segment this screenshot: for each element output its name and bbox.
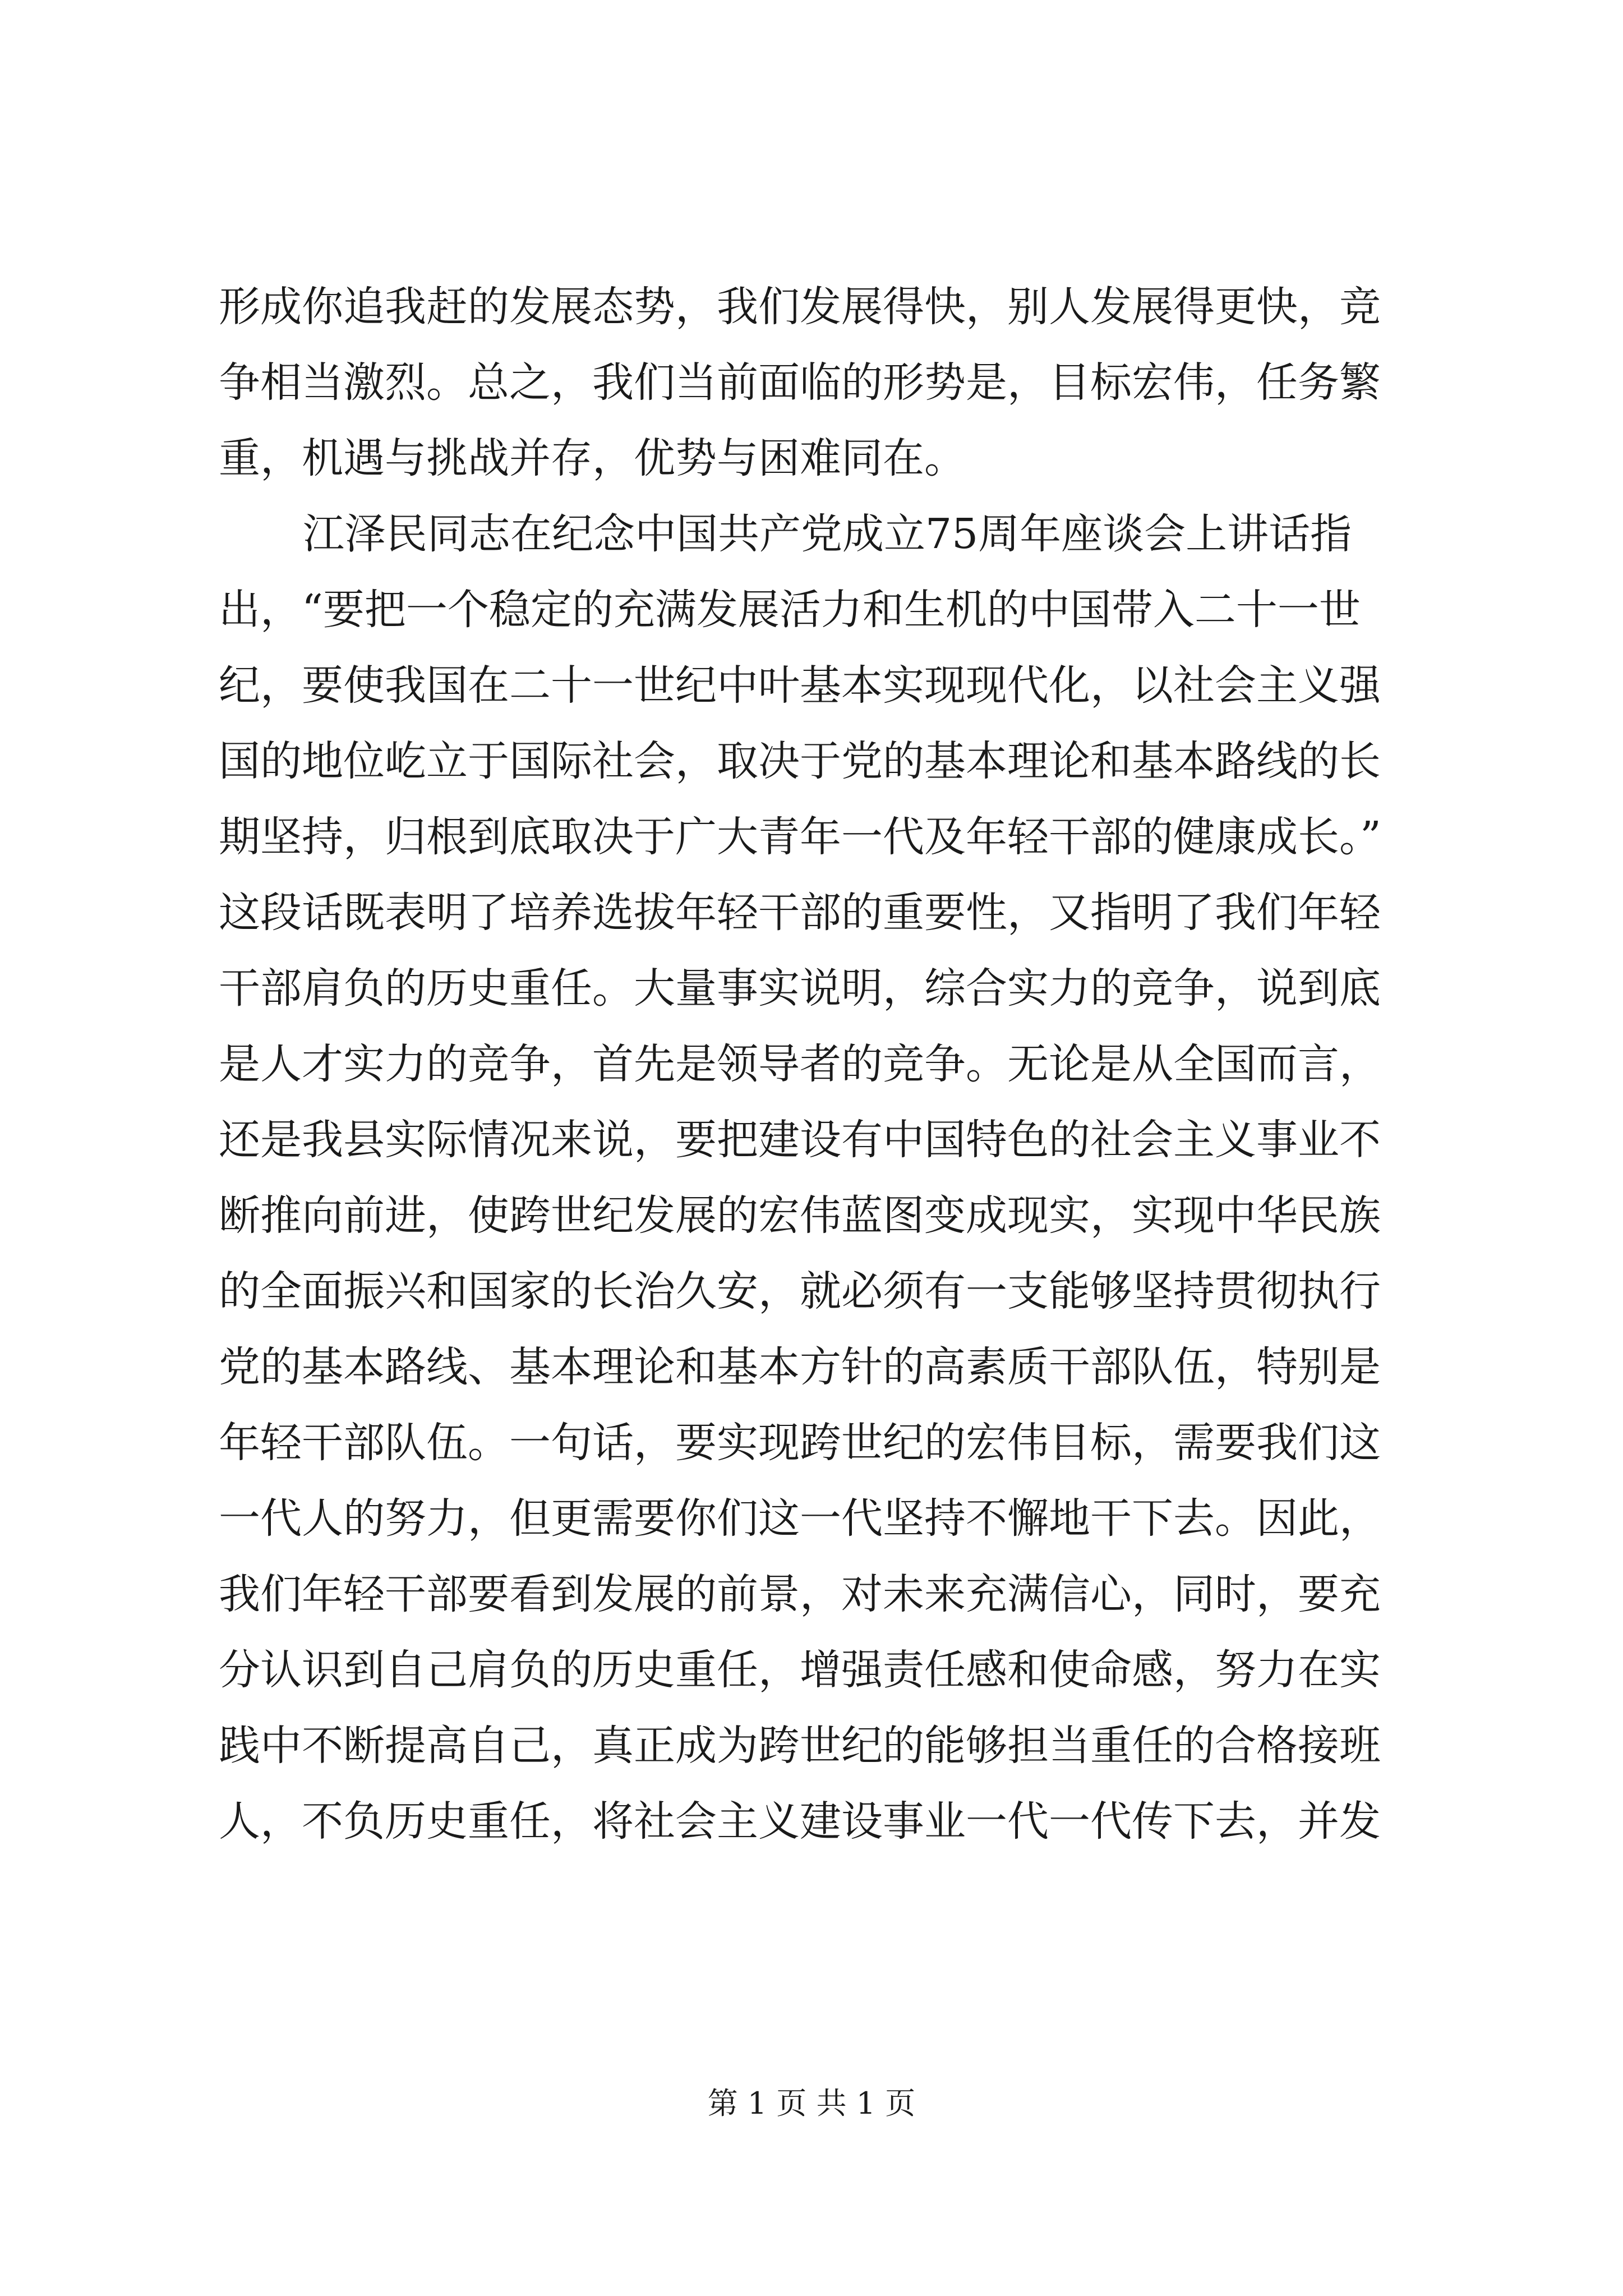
text-line: 分认识到自己肩负的历史重任，增强责任感和使命感，努力在实: [219, 1646, 1381, 1694]
text-line: 争相当激烈。总之，我们当前面临的形势是，目标宏伟，任务繁: [219, 358, 1381, 407]
text-line: 干部肩负的历史重任。大量事实说明，综合实力的竞争，说到底: [219, 964, 1381, 1013]
document-body: [219, 269, 1424, 1860]
text-line: 纪，要使我国在二十一世纪中叶基本实现现代化，以社会主义强: [219, 661, 1381, 710]
text-line: 断推向前进，使跨世纪发展的宏伟蓝图变成现实，实现中华民族: [219, 1191, 1381, 1240]
text-line: 年轻干部队伍。一句话，要实现跨世纪的宏伟目标，需要我们这: [219, 1419, 1381, 1467]
text-line: 出，“要把一个稳定的充满发展活力和生机的中国带入二十一世: [219, 586, 1361, 634]
text-line: 重，机遇与挑战并存，优势与困难同在。: [219, 434, 966, 482]
text-line: 党的基本路线、基本理论和基本方针的高素质干部队伍，特别是: [219, 1343, 1381, 1391]
text-line: 我们年轻干部要看到发展的前景，对未来充满信心，同时，要充: [219, 1570, 1381, 1618]
text-line: 的全面振兴和国家的长治久安，就必须有一支能够坚持贯彻执行: [219, 1267, 1381, 1315]
text-line: 人，不负历史重任，将社会主义建设事业一代一代传下去，并发: [219, 1797, 1381, 1846]
text-line: 还是我县实际情况来说，要把建设有中国特色的社会主义事业不: [219, 1116, 1381, 1164]
text-line: 一代人的努力，但更需要你们这一代坚持不懈地干下去。因此，: [219, 1494, 1381, 1543]
text-line: 期坚持，归根到底取决于广大青年一代及年轻干部的健康成长。”: [219, 813, 1381, 861]
page-number: 第 1 页 共 1 页: [707, 2086, 916, 2121]
text-line: 国的地位屹立于国际社会，取决于党的基本理论和基本路线的长: [219, 737, 1381, 785]
text-line: 是人才实力的竞争，首先是领导者的竞争。无论是从全国而言，: [219, 1040, 1381, 1088]
text-line: 践中不断提高自己，真正成为跨世纪的能够担当重任的合格接班: [219, 1722, 1381, 1770]
paragraph-first-line: 江泽民同志在纪念中国共产党成立75周年座谈会上讲话指: [303, 510, 1352, 558]
page-footer: [0, 2081, 1623, 2126]
text-line: 这段话既表明了培养选拔年轻干部的重要性，又指明了我们年轻: [219, 889, 1381, 937]
text-line: 形成你追我赶的发展态势，我们发展得快，别人发展得更快，竞: [219, 283, 1381, 331]
